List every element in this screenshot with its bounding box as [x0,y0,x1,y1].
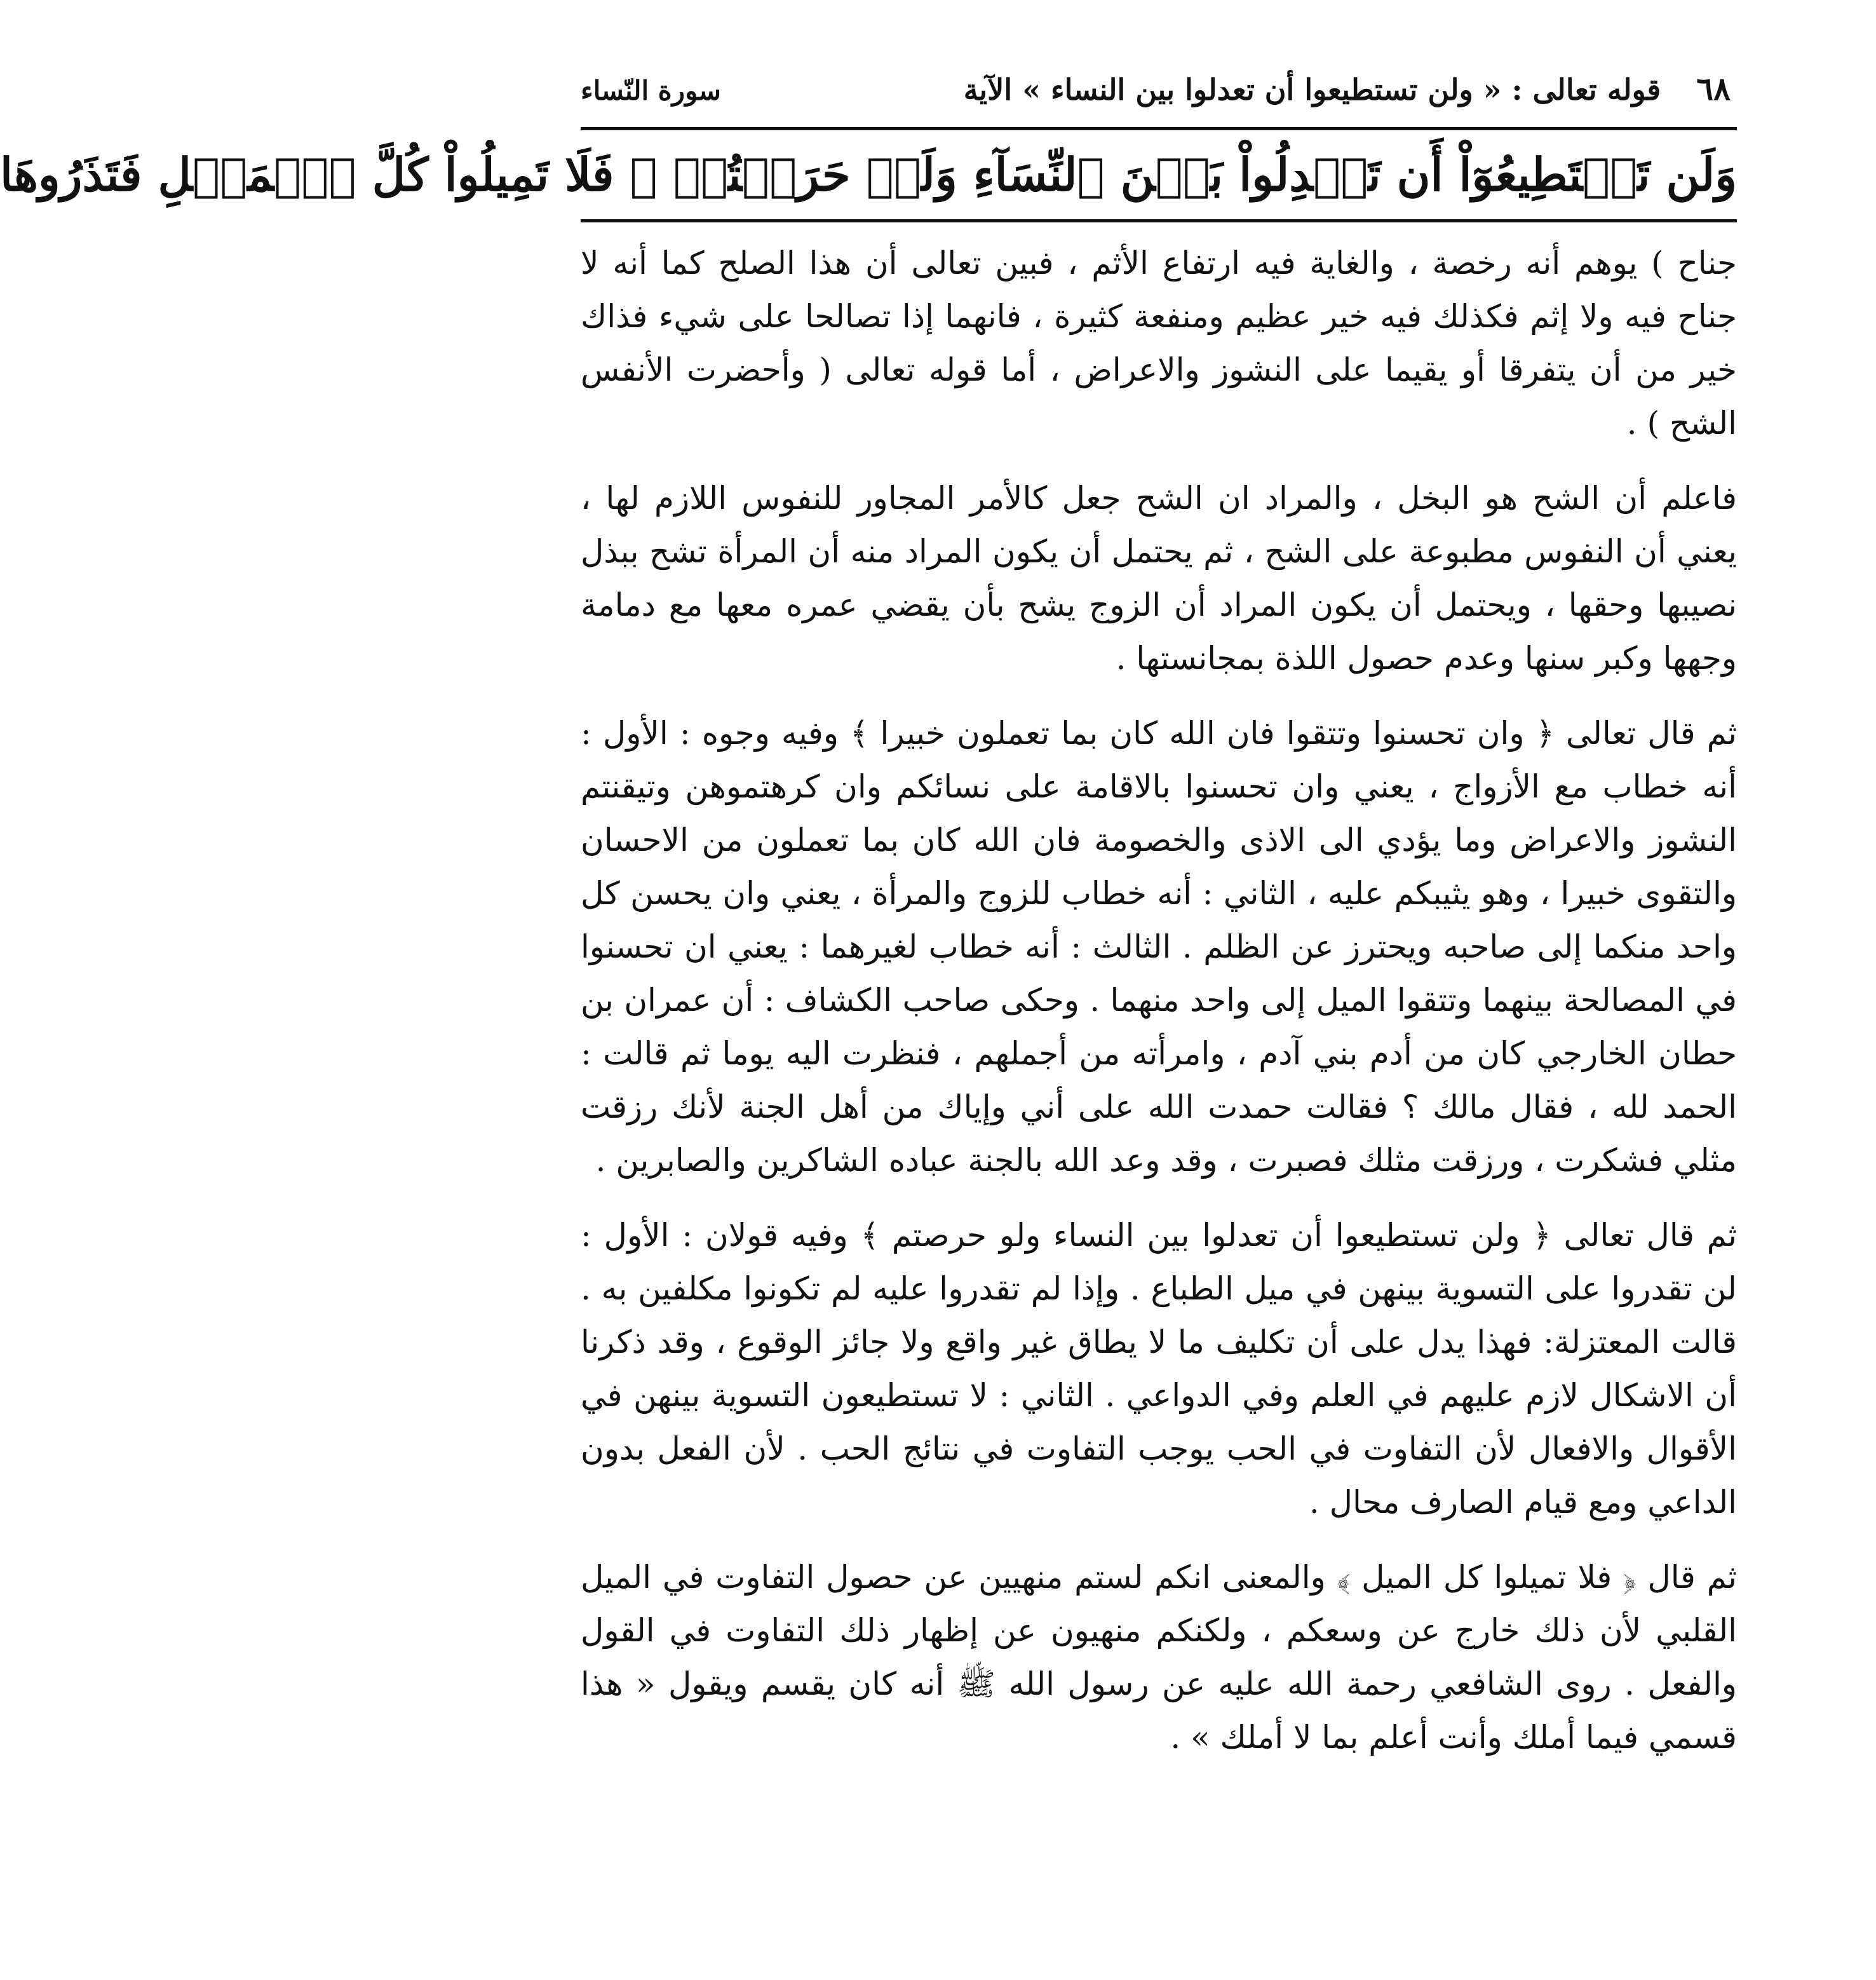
running-header [581,70,1737,125]
quran-verse: وَلَن تَسۡتَطِيعُوٓاْ أَن تَعۡدِلُواْ بَيۡنَ ٱلنِّسَآءِ وَلَوۡ حَرَصۡتُمۡ ۖ فَلَا تَمِيلُواْ كُلَّ ٱلۡمَيۡلِ فَتَذَرُوهَا [0,147,1737,201]
page-number: ٦٨ [1696,70,1731,107]
paragraph-1: جناح ) يوهم أنه رخصة ، والغاية فيه ارتفاع الأثم ، فبين تعالى أن هذا الصلح كما أنه لا جناح فيه ولا إثم فكذلك فيه خير عظيم ومنفعة كثيرة ، فانهما إذا تصالحا على شيء فذاك خير من أن يتفرقا أو يقيما على النشوز والاعراض ، أما قوله تعالى ( وأحضرت الأنفس الشح ) . [581,245,1737,442]
paragraph-5: ثم قال ﴿ فلا تميلوا كل الميل ﴾ والمعنى انكم لستم منهيين عن حصول التفاوت في الميل القلبي لأن ذلك خارج عن وسعكم ، ولكنكم منهيون عن إظهار ذلك التفاوت في القول والفعل . روى الشافعي رحمة الله عليه عن رسول الله ﷺ أنه كان يقسم ويقول « هذا قسمي فيما أملك وأنت أعلم بما لا أملك » . [581,1559,1737,1756]
verse-rule [581,219,1737,222]
paragraph-4: ثم قال تعالى ﴿ ولن تستطيعوا أن تعدلوا بين النساء ولو حرصتم ﴾ وفيه قولان : الأول : لن تقدروا على التسوية بينهن في ميل الطباع . وإذا لم تقدروا عليه لم تكونوا مكلفين به . قالت المعتزلة: فهذا يدل على أن تكليف ما لا يطاق غير واقع ولا جائز الوقوع ، وقد ذكرنا أن الاشكال لازم عليهم في العلم وفي الدواعي . الثاني : لا تستطيعون التسوية بينهن في الأقوال والافعال لأن التفاوت في الحب يوجب التفاوت في نتائج الحب . لأن الفعل بدون الداعي ومع قيام الصارف محال . [581,1217,1737,1521]
paragraph-2: فاعلم أن الشح هو البخل ، والمراد ان الشح جعل كالأمر المجاور للنفوس اللازم لها ، يعني أن النفوس مطبوعة على الشح ، ثم يحتمل أن يكون المراد منه أن المرأة تشح ببذل نصيبها وحقها ، ويحتمل أن يكون المراد أن الزوج يشح بأن يقضي عمره معها مع دمامة وجهها وكبر سنها وعدم حصول اللذة بمجانستها . [581,480,1737,677]
paragraph-3: ثم قال تعالى ﴿ وان تحسنوا وتتقوا فان الله كان بما تعملون خبيرا ﴾ وفيه وجوه : الأول : أنه خطاب مع الأزواج ، يعني وان تحسنوا بالاقامة على نسائكم وان كرهتموهن وتيقنتم النشوز والاعراض وما يؤدي الى الاذى والخصومة فان الله كان بما تعملون من الاحسان والتقوى خبيرا ، وهو يثيبكم عليه ، الثاني : أنه خطاب للزوج والمرأة ، يعني وان يحسن كل واحد منكما إلى صاحبه ويحترز عن الظلم . الثالث : أنه خطاب لغيرهما : يعني ان تحسنوا في المصالحة بينهما وتتقوا الميل إلى واحد منهما . وحكى صاحب الكشاف : أن عمران بن حطان الخارجي كان من أدم بني آدم ، وامرأته من أجملهم ، فنظرت اليه يوما ثم قالت : الحمد لله ، فقال مالك ؟ فقالت حمدت الله على أني وإياك من أهل الجنة لأنك رزقت مثلي فشكرت ، ورزقت مثلك فصبرت ، وقد وعد الله بالجنة عباده الشاكرين والصابرين . [581,715,1737,1179]
book-page [0,70,1737,1786]
header-title: قوله تعالى : « ولن تستطيعوا أن تعدلوا بين النساء » الآية [963,72,1661,107]
surah-name: سورة النّساء [581,75,721,106]
